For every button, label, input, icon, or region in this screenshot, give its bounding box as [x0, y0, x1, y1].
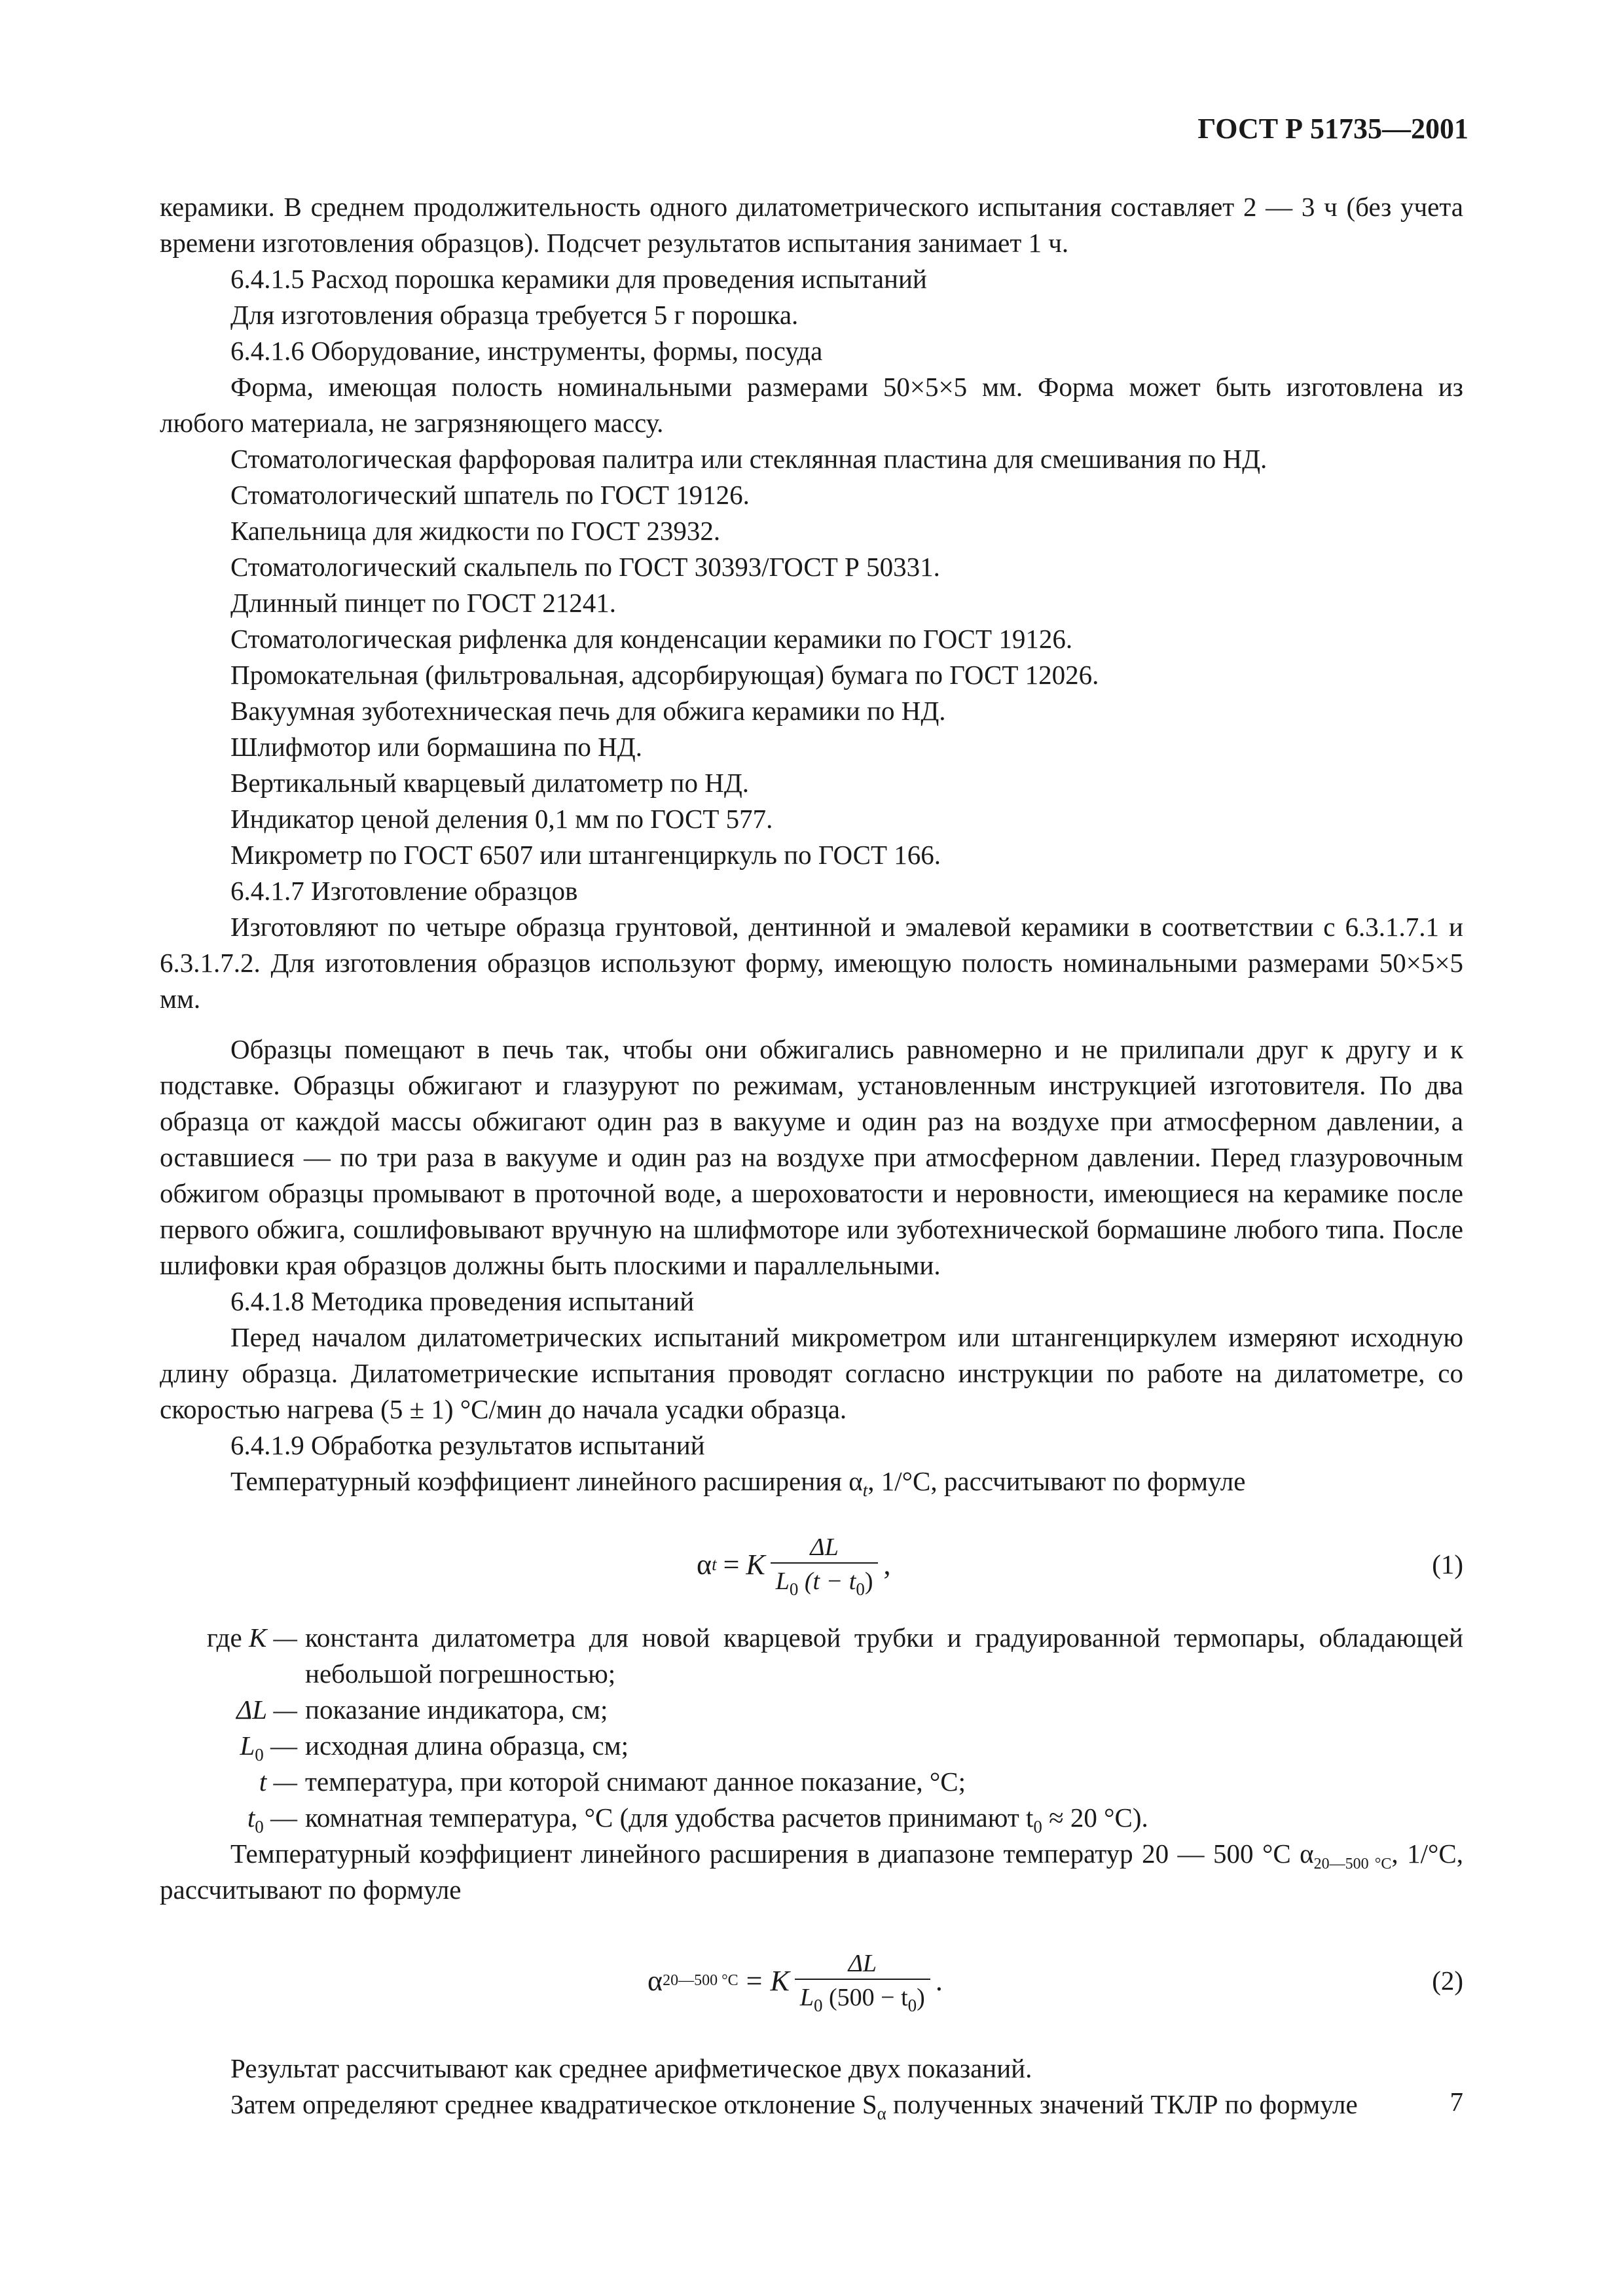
equipment-item: Капельница для жидкости по ГОСТ 23932. — [230, 516, 721, 546]
equipment-item: Вертикальный кварцевый дилатометр по НД. — [230, 768, 750, 798]
section-heading-6-4-1-9: 6.4.1.9 Обработка результатов испытаний — [230, 1430, 705, 1460]
formula-legend — [160, 1620, 1463, 1836]
equipment-item: Вакуумная зуботехническая печь для обжига керамики по НД. — [230, 696, 946, 726]
section-heading-6-4-1-7: 6.4.1.7 Изготовление образцов — [230, 876, 578, 906]
equipment-item: Длинный пинцет по ГОСТ 21241. — [230, 588, 616, 618]
section-heading-6-4-1-6: 6.4.1.6 Оборудование, инструменты, формы, посуда — [230, 336, 823, 366]
equipment-item: Стоматологическая рифленка для конденсации керамики по ГОСТ 19126. — [230, 624, 1073, 654]
equipment-item: Стоматологический скальпель по ГОСТ 30393/ГОСТ Р 50331. — [230, 552, 940, 582]
legend-row: где K — константа дилатометра для новой кварцевой трубки и градуированной термопары, обладающей небольшой погрешностью; — [206, 1623, 1463, 1689]
formula-2 — [160, 1938, 1463, 2023]
page-number: 7 — [1450, 2087, 1463, 2117]
paragraph: Затем определяют среднее квадратическое отклонение $S_\alpha$ полученных значений ТКЛР по формуле — [230, 2089, 1358, 2123]
standard-header: ГОСТ Р 51735—2001 — [1197, 113, 1468, 145]
equipment-item: Промокательная (фильтровальная, адсорбирующая) бумага по ГОСТ 12026. — [230, 660, 1099, 690]
formula-number-2: (2) — [1432, 1965, 1463, 1996]
paragraph: Образцы помещают в печь так, чтобы они обжигались равномерно и не прилипали друг к другу и к подставке. Образцы обжигают и глазуруют по режимам, установленным инструкцией изготовителя. По два образца от каждой массы обжигают один раз в вакууме и один раз на воздухе при атмосферном давлении, а оставшиеся — по три раза в вакууме и один раз на воздухе при атмосферном давлении. Перед глазуровочным обжигом образцы промывают в проточной воде, а шероховатости и неровности, имеющиеся на керамике после первого обжига, сошлифовывают вручную на шлифмоторе или зуботехнической бормашине любого типа. После шлифовки края образцов должны быть плоскими и параллельными. — [160, 1034, 1463, 1280]
legend-row: t — температура, при которой снимают данное показание, °С; — [259, 1767, 966, 1797]
paragraph: керамики. В среднем продолжительность одного дилатометрического испытания составляет 2 — 3 ч (без учета времени изготовления образцов). Подсчет результатов испытания занимает 1 ч. — [160, 192, 1463, 258]
paragraph: Изготовляют по четыре образца грунтовой, дентинной и эмалевой керамики в соответствии с 6.3.1.7.1 и 6.3.1.7.2. Для изготовления образцов используют форму, имеющую полость номинальными размерами 50×5×5 мм. — [160, 912, 1463, 1014]
formula-number-1: (1) — [1432, 1549, 1463, 1579]
paragraph: Форма, имеющая полость номинальными размерами 50×5×5 мм. Форма может быть изготовлена из любого материала, не загрязняющего массу. — [160, 372, 1463, 438]
paragraph-formula-intro: Температурный коэффициент линейного расширения в диапазоне температур 20 — 500 °С $\alpha_{20—500 ^\circ С}$, 1/°С, рассчитывают по формуле — [160, 1839, 1463, 1905]
formula-1 — [160, 1522, 1463, 1620]
legend-row: ΔL — показание индикатора, см; — [236, 1695, 608, 1725]
section-heading-6-4-1-5: 6.4.1.5 Расход порошка керамики для проведения испытаний — [230, 264, 927, 294]
equipment-item: Стоматологический шпатель по ГОСТ 19126. — [230, 480, 750, 510]
equipment-item: Индикатор ценой деления 0,1 мм по ГОСТ 577. — [230, 804, 773, 834]
equipment-item: Шлифмотор или бормашина по НД. — [230, 732, 642, 762]
formula-1-expression: α t = K $\frac{\Delta L}{L_0 (t - t_0)}$ , — [697, 1534, 891, 1599]
document-body — [160, 189, 1463, 2123]
paragraph: Результат рассчитывают как среднее арифметическое двух показаний. — [230, 2053, 1032, 2083]
paragraph-formula-intro: Температурный коэффициент линейного расширения $\alpha_t$, 1/°С, рассчитывают по формуле — [230, 1466, 1246, 1500]
formula-1-fraction: $\frac{\Delta L}{L_0 (t - t_0)}$ — [771, 1532, 879, 1596]
formula-2-expression: α 20—500 °С = K $\frac{\Delta L}{L_0 (500 - t_0)}$ . — [647, 1950, 943, 2015]
formula-2-fraction: $\frac{\Delta L}{L_0 (500 - t_0)}$ — [795, 1948, 930, 2013]
paragraph: Перед началом дилатометрических испытаний микрометром или штангенциркулем измеряют исходную длину образца. Дилатометрические испытания проводят согласно инструкции по работе на дилатометре, со скоростью нагрева (5 ± 1) °С/мин до начала усадки образца. — [160, 1322, 1463, 1424]
equipment-item: Микрометр по ГОСТ 6507 или штангенциркуль по ГОСТ 166. — [230, 840, 941, 870]
section-heading-6-4-1-8: 6.4.1.8 Методика проведения испытаний — [230, 1286, 695, 1316]
legend-row: $L_0$ — исходная длина образца, см; — [240, 1731, 629, 1765]
equipment-item: Стоматологическая фарфоровая палитра или стеклянная пластина для смешивания по НД. — [230, 444, 1267, 474]
paragraph: Для изготовления образца требуется 5 г порошка. — [230, 300, 799, 330]
legend-row: $t_0$ — комнатная температура, °С (для удобства расчетов принимают $t_0 \approx 20$ °С). — [247, 1803, 1148, 1837]
